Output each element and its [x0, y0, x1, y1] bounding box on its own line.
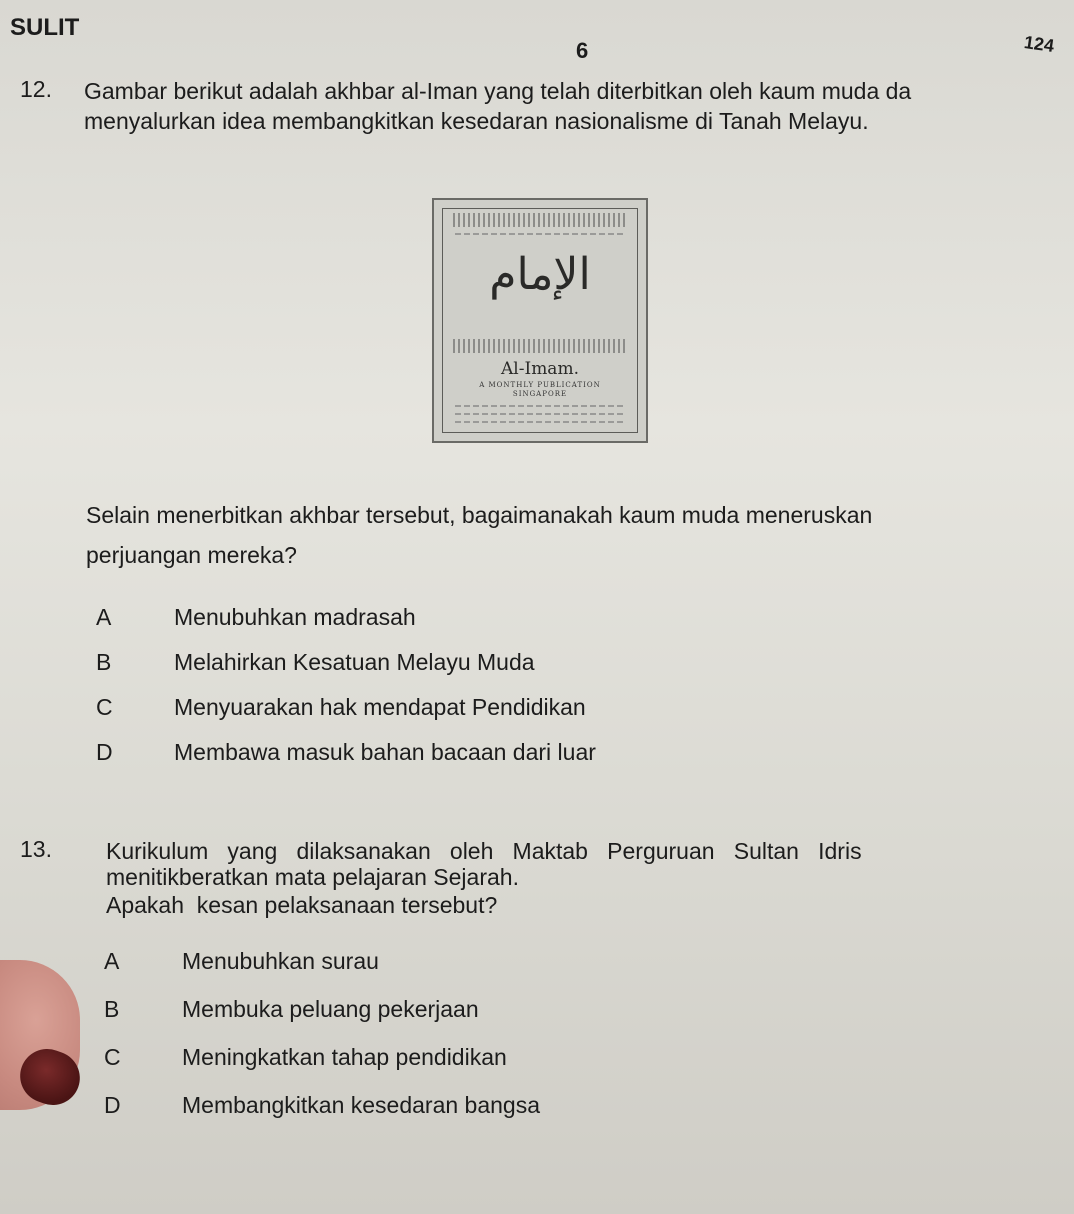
option-text: Membuka peluang pekerjaan [182, 996, 479, 1022]
q13-number: 13. [20, 836, 52, 862]
paper-code: 124 [1022, 32, 1056, 56]
newspaper-arabic-title: الإمام [489, 249, 591, 300]
newspaper-place: SINGAPORE [512, 390, 568, 398]
newspaper-header-ornament [453, 213, 627, 227]
newspaper-arabic-subline [453, 339, 627, 353]
q12-option-b [96, 649, 696, 679]
option-letter: A [104, 948, 120, 974]
q13-option-a [104, 948, 704, 978]
header-sulit: SULIT [10, 14, 80, 41]
option-letter: B [96, 649, 112, 675]
newspaper-text-line [455, 421, 625, 423]
option-text: Menyuarakan hak mendapat Pendidikan [174, 694, 586, 720]
q12-prompt-line2: perjuangan mereka? [86, 542, 297, 568]
option-text: Meningkatkan tahap pendidikan [182, 1044, 507, 1070]
q12-prompt-line1: Selain menerbitkan akhbar tersebut, bagaimanakah kaum muda meneruskan [86, 502, 873, 528]
q13-line2: menitikberatkan mata pelajaran Sejarah. [106, 864, 519, 890]
option-letter: C [96, 694, 113, 720]
option-letter: D [104, 1092, 121, 1118]
q12-line2: menyalurkan idea membangkitkan kesedaran nasionalisme di Tanah Melayu. [84, 108, 869, 134]
option-text: Membangkitkan kesedaran bangsa [182, 1092, 541, 1118]
newspaper-subtitle: A MONTHLY PUBLICATION [479, 381, 601, 389]
q12-number: 12. [20, 76, 52, 102]
q12-option-a [96, 604, 696, 634]
option-text: Menubuhkan surau [182, 948, 379, 974]
q12-line1: Gambar berikut adalah akhbar al-Iman yang telah diterbitkan oleh kaum muda da [84, 78, 912, 104]
option-letter: B [104, 996, 120, 1022]
q12-option-d [96, 739, 696, 769]
newspaper-text-line [455, 405, 625, 407]
q13-option-c [104, 1044, 704, 1074]
al-imam-newspaper-image [432, 198, 648, 443]
option-letter: D [96, 739, 113, 765]
option-text: Menubuhkan madrasah [174, 604, 416, 630]
q13-option-b [104, 996, 704, 1026]
newspaper-frame [442, 208, 638, 433]
q13-line3: Apakah kesan pelaksanaan tersebut? [106, 892, 498, 918]
page-number: 6 [576, 38, 589, 63]
option-letter: C [104, 1044, 121, 1070]
newspaper-latin-title: Al-Imam. [501, 359, 579, 379]
q13-option-d [104, 1092, 704, 1122]
option-text: Melahirkan Kesatuan Melayu Muda [174, 649, 535, 675]
option-text: Membawa masuk bahan bacaan dari luar [174, 739, 596, 765]
newspaper-rule [455, 233, 625, 235]
newspaper-text-line [455, 413, 625, 415]
q12-option-c [96, 694, 696, 724]
q13-line1: Kurikulum yang dilaksanakan oleh Maktab Perguruan Sultan Idris [106, 838, 862, 864]
option-letter: A [96, 604, 112, 630]
